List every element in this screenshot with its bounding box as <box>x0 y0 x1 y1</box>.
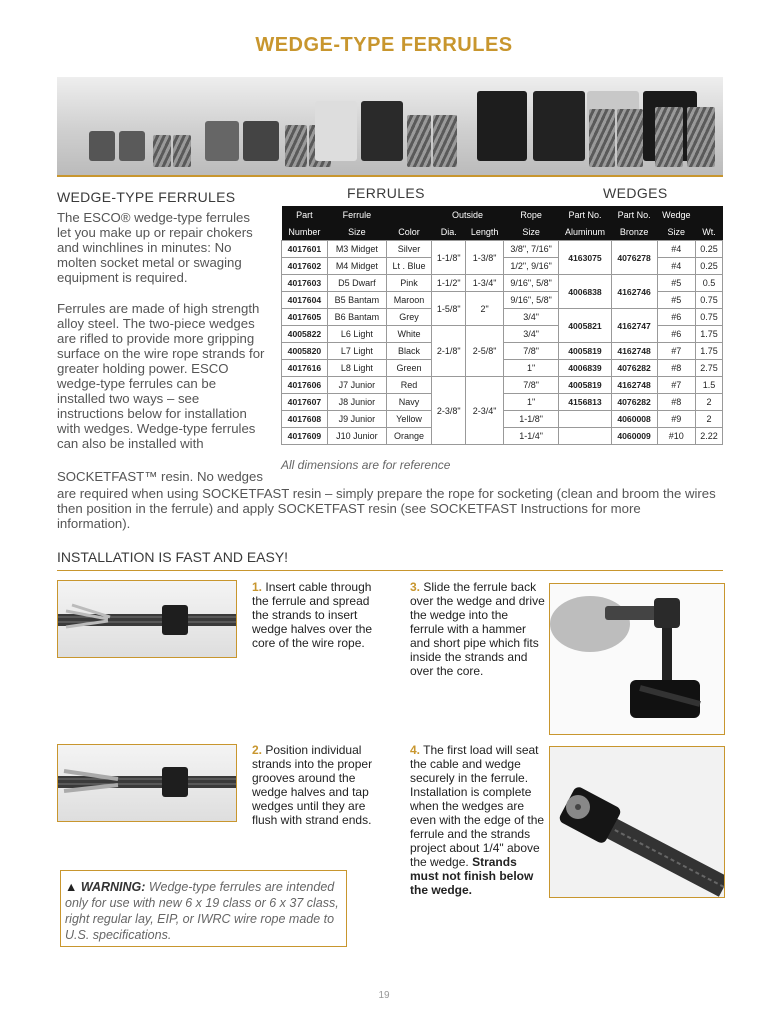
step-number: 4. <box>410 743 421 757</box>
col-header: Aluminum <box>559 223 611 241</box>
table-cell: 2.75 <box>696 360 723 377</box>
table-cell: J7 Junior <box>327 377 386 394</box>
table-cell: 2-3/8" <box>432 377 466 445</box>
warning-text: Wedge-type ferrules are intended only for use with new 6 x 19 class or 6 x 37 class, right regular lay, EIP, or IWRC wire rope made to U.S. specifications. <box>65 880 339 942</box>
col-header: Size <box>327 223 386 241</box>
table-cell: 4017604 <box>282 292 328 309</box>
table-cell: Pink <box>386 275 431 292</box>
table-cell: #7 <box>657 343 696 360</box>
table-cell: 4017601 <box>282 241 328 258</box>
table-cell: 4017609 <box>282 428 328 445</box>
table-row <box>282 292 723 309</box>
table-cell: 4017602 <box>282 258 328 275</box>
table-cell: L7 Light <box>327 343 386 360</box>
table-cell: 4017616 <box>282 360 328 377</box>
table-cell: B6 Bantam <box>327 309 386 326</box>
step-number: 1. <box>252 580 263 594</box>
table-cell: 1.75 <box>696 326 723 343</box>
table-cell: 4060008 <box>611 411 657 428</box>
table-cell: 1.5 <box>696 377 723 394</box>
table-cell: 1-5/8" <box>432 292 466 326</box>
table-cell: White <box>386 326 431 343</box>
col-header: Color <box>386 223 431 241</box>
table-cell: Green <box>386 360 431 377</box>
col-header: Wedge <box>657 206 696 223</box>
table-cell: 4162746 <box>611 275 657 309</box>
table-cell: #10 <box>657 428 696 445</box>
step-1-photo <box>57 580 237 658</box>
col-header: Part <box>282 206 328 223</box>
page-number: 19 <box>378 990 390 1001</box>
col-header: Length <box>466 223 504 241</box>
table-cell: 4017607 <box>282 394 328 411</box>
table-cell: 4005819 <box>559 377 611 394</box>
table-cell: #6 <box>657 326 696 343</box>
table-cell: 4163075 <box>559 241 611 275</box>
table-cell: 3/4" <box>503 309 558 326</box>
table-cell: 4076278 <box>611 241 657 275</box>
table-cell: 1-3/4" <box>466 275 504 292</box>
table-cell: L6 Light <box>327 326 386 343</box>
table-cell: Navy <box>386 394 431 411</box>
table-cell: B5 Bantam <box>327 292 386 309</box>
table-row <box>282 275 723 292</box>
table-cell: 7/8" <box>503 377 558 394</box>
col-header: Wt. <box>696 223 723 241</box>
step-number: 3. <box>410 580 421 594</box>
table-cell: 3/4" <box>503 326 558 343</box>
table-cell: 4162748 <box>611 343 657 360</box>
col-header: Part No. <box>611 206 657 223</box>
table-cell: J10 Junior <box>327 428 386 445</box>
step-description: Slide the ferrule back over the wedge and drive the wedge into the ferrule with a hammer and short pipe which fits inside the strands and over the core. <box>410 580 545 678</box>
table-cell: 4006838 <box>559 275 611 309</box>
table-cell: Yellow <box>386 411 431 428</box>
table-cell: 4156813 <box>559 394 611 411</box>
table-cell: 4006839 <box>559 360 611 377</box>
wedges-heading: WEDGES <box>603 185 668 201</box>
table-cell: 0.25 <box>696 258 723 275</box>
table-cell: #8 <box>657 394 696 411</box>
table-cell: 1" <box>503 394 558 411</box>
description-paragraph-cont: SOCKETFAST™ resin. No wedges <box>57 469 263 484</box>
table-cell: 2-5/8" <box>466 326 504 377</box>
table-cell: 2" <box>466 292 504 326</box>
table-cell: 4162748 <box>611 377 657 394</box>
step-2-text <box>252 743 387 827</box>
table-cell: 4005822 <box>282 326 328 343</box>
col-header: Outside <box>432 206 504 223</box>
step-3-text <box>410 580 545 678</box>
step-description: Position individual strands into the proper grooves around the wedge halves and tap wedges until they are flush with strand ends. <box>252 743 373 827</box>
table-cell: 2 <box>696 411 723 428</box>
step-3-photo <box>549 583 725 735</box>
step-2-photo <box>57 744 237 822</box>
table-cell: 4076282 <box>611 394 657 411</box>
table-cell: Orange <box>386 428 431 445</box>
table-cell: M4 Midget <box>327 258 386 275</box>
step-1-text <box>252 580 387 650</box>
table-cell: 4005821 <box>559 309 611 343</box>
table-cell: 2-3/4" <box>466 377 504 445</box>
table-cell: M3 Midget <box>327 241 386 258</box>
warning-icon: ▲ <box>65 880 78 894</box>
ferrules-product-photo <box>57 77 723 177</box>
step-4-photo <box>549 746 725 898</box>
table-cell: 1-1/2" <box>432 275 466 292</box>
description-paragraph: Ferrules are made of high strength alloy steel. The two-piece wedges are rifled to provide more gripping surface on the wire rope strands for greater holding power. ESCO wedge-type ferrules can be installed two ways – see instructions below for installation with wedges. Wedge-type ferrules can also be installed with <box>57 301 265 451</box>
table-cell: 2 <box>696 394 723 411</box>
table-cell: 1" <box>503 360 558 377</box>
table-cell: #9 <box>657 411 696 428</box>
col-header: Bronze <box>611 223 657 241</box>
col-header: Dia. <box>432 223 466 241</box>
col-header: Size <box>503 223 558 241</box>
table-cell: 7/8" <box>503 343 558 360</box>
table-cell: 9/16", 5/8" <box>503 275 558 292</box>
col-header: Part No. <box>559 206 611 223</box>
divider <box>57 570 723 571</box>
warning-label: WARNING: <box>80 880 146 894</box>
table-cell: Lt . Blue <box>386 258 431 275</box>
table-cell: 0.25 <box>696 241 723 258</box>
table-cell: 2.22 <box>696 428 723 445</box>
table-cell: L8 Light <box>327 360 386 377</box>
table-cell: 4017606 <box>282 377 328 394</box>
table-row <box>282 241 723 258</box>
table-cell: Black <box>386 343 431 360</box>
table-cell: D5 Dwarf <box>327 275 386 292</box>
table-cell: 4017603 <box>282 275 328 292</box>
table-cell: J9 Junior <box>327 411 386 428</box>
col-header <box>696 206 723 223</box>
table-cell: 1.75 <box>696 343 723 360</box>
col-header: Size <box>657 223 696 241</box>
warning-box <box>60 870 347 947</box>
table-cell: 4005820 <box>282 343 328 360</box>
table-cell: 0.75 <box>696 309 723 326</box>
table-cell: #5 <box>657 275 696 292</box>
table-cell: 4076282 <box>611 360 657 377</box>
step-number: 2. <box>252 743 263 757</box>
col-header: Number <box>282 223 328 241</box>
table-cell: 4005819 <box>559 343 611 360</box>
dimensions-note: All dimensions are for reference <box>281 458 451 472</box>
col-header: Rope <box>503 206 558 223</box>
description-paragraph-end: are required when using SOCKETFAST resin – simply prepare the rope for socketing (clean and broom the wires then position in the ferrule) and apply SOCKETFAST resin (see SOCKETFAST Instructions for more information). <box>57 486 716 531</box>
table-cell: 0.75 <box>696 292 723 309</box>
installation-heading: INSTALLATION IS FAST AND EASY! <box>57 549 289 565</box>
table-row <box>282 326 723 343</box>
table-cell: #4 <box>657 241 696 258</box>
table-cell <box>559 411 611 428</box>
table-cell: 1-1/8" <box>432 241 466 275</box>
table-cell: 4162747 <box>611 309 657 343</box>
step-4-text <box>410 743 545 897</box>
col-header <box>386 206 431 223</box>
specifications-table <box>281 206 723 445</box>
table-cell: Silver <box>386 241 431 258</box>
table-cell: #7 <box>657 377 696 394</box>
col-header: Ferrule <box>327 206 386 223</box>
table-cell: Maroon <box>386 292 431 309</box>
step-description: The first load will seat the cable and wedge securely in the ferrule. Installation is complete when the wedges are even with the edge of the ferrule and the strands project about 1/4" above the wedge. <box>410 743 545 869</box>
warning-content <box>65 879 345 943</box>
step-emphasis: Strands must not finish below the wedge. <box>410 855 534 897</box>
table-cell: J8 Junior <box>327 394 386 411</box>
table-cell: Red <box>386 377 431 394</box>
table-cell: 1-1/8" <box>503 411 558 428</box>
table-cell: 9/16", 5/8" <box>503 292 558 309</box>
page-title: WEDGE-TYPE FERRULES <box>255 34 513 56</box>
table-cell: 1-1/4" <box>503 428 558 445</box>
table-cell: 0.5 <box>696 275 723 292</box>
table-cell: 4017605 <box>282 309 328 326</box>
table-cell: 3/8", 7/16" <box>503 241 558 258</box>
table-row <box>282 377 723 394</box>
table-cell: #5 <box>657 292 696 309</box>
intro-paragraph: The ESCO® wedge-type ferrules let you make up or repair chokers and winchlines in minutes: No molten socket metal or swaging equipment is required. <box>57 210 253 285</box>
table-cell: 1-3/8" <box>466 241 504 275</box>
table-cell: #4 <box>657 258 696 275</box>
table-cell <box>559 428 611 445</box>
table-cell: Grey <box>386 309 431 326</box>
table-cell: #8 <box>657 360 696 377</box>
ferrules-heading: FERRULES <box>347 185 425 201</box>
table-cell: #6 <box>657 309 696 326</box>
table-cell: 4060009 <box>611 428 657 445</box>
table-cell: 4017608 <box>282 411 328 428</box>
table-cell: 1/2", 9/16" <box>503 258 558 275</box>
table-cell: 2-1/8" <box>432 326 466 377</box>
step-description: Insert cable through the ferrule and spread the strands to insert wedge halves over the core of the wire rope. <box>252 580 373 650</box>
intro-heading: WEDGE-TYPE FERRULES <box>57 189 236 205</box>
